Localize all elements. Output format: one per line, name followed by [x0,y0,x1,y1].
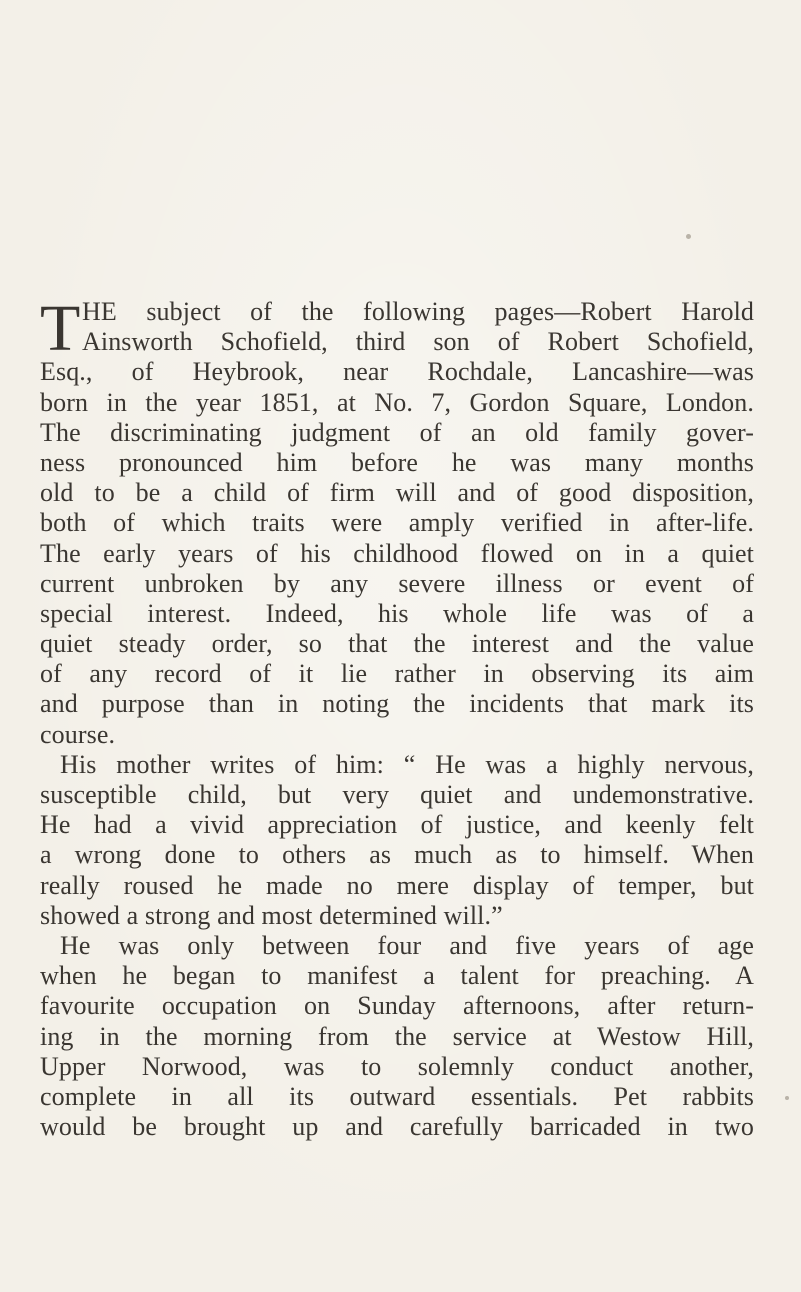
text-line: both of which traits were amply verified in after-life. [40,508,754,538]
text-line: Esq., of Heybrook, near Rochdale, Lancashire—was [40,357,754,387]
text-line: He was only between four and five years of age [60,930,754,960]
text-line: Ainsworth Schofield, third son of Robert Schofield, [82,327,754,357]
text-line: He had a vivid appreciation of justice, and keenly felt [40,810,754,840]
text-line: favourite occupation on Sunday afternoons, after return- [40,991,754,1021]
text-line: quiet steady order, so that the interest and the value [40,629,754,659]
text-line: complete in all its outward essentials. Pet rabbits [40,1081,754,1111]
paper-speck [686,234,691,239]
text-line: His mother writes of him: “ He was a highly nervous, [60,749,754,779]
text-line: ness pronounced him before he was many months [40,447,754,477]
text-line: a wrong done to others as much as to himself. When [40,840,754,870]
text-line: The discriminating judgment of an old family gover- [40,417,754,447]
text-line: really roused he made no mere display of temper, but [40,870,754,900]
text-line: Upper Norwood, was to solemnly conduct another, [40,1051,754,1081]
text-line: ing in the morning from the service at Westow Hill, [40,1021,754,1051]
text-line: when he began to manifest a talent for preaching. A [40,961,754,991]
body-text [40,292,754,1142]
text-line: susceptible child, but very quiet and undemonstrative. [40,780,754,809]
paper-speck [785,1096,789,1100]
text-line: The early years of his childhood flowed on in a quiet [40,538,754,568]
text-line: course. [40,719,116,749]
text-line: showed a strong and most determined will.” [40,900,503,930]
text-line: special interest. Indeed, his whole life was of a [40,598,754,628]
text-line: HE subject of the following pages—Robert Harold [82,297,754,326]
text-line: old to be a child of firm will and of good disposition, [40,478,754,508]
text-line: of any record of it lie rather in observing its aim [40,659,754,689]
text-line: would be brought up and carefully barricaded in two [40,1112,754,1142]
text-line: born in the year 1851, at No. 7, Gordon Square, London. [40,387,754,417]
text-line: and purpose than in noting the incidents that mark its [40,689,754,719]
drop-cap: T [40,292,81,365]
text-line: current unbroken by any severe illness or event of [40,568,754,598]
